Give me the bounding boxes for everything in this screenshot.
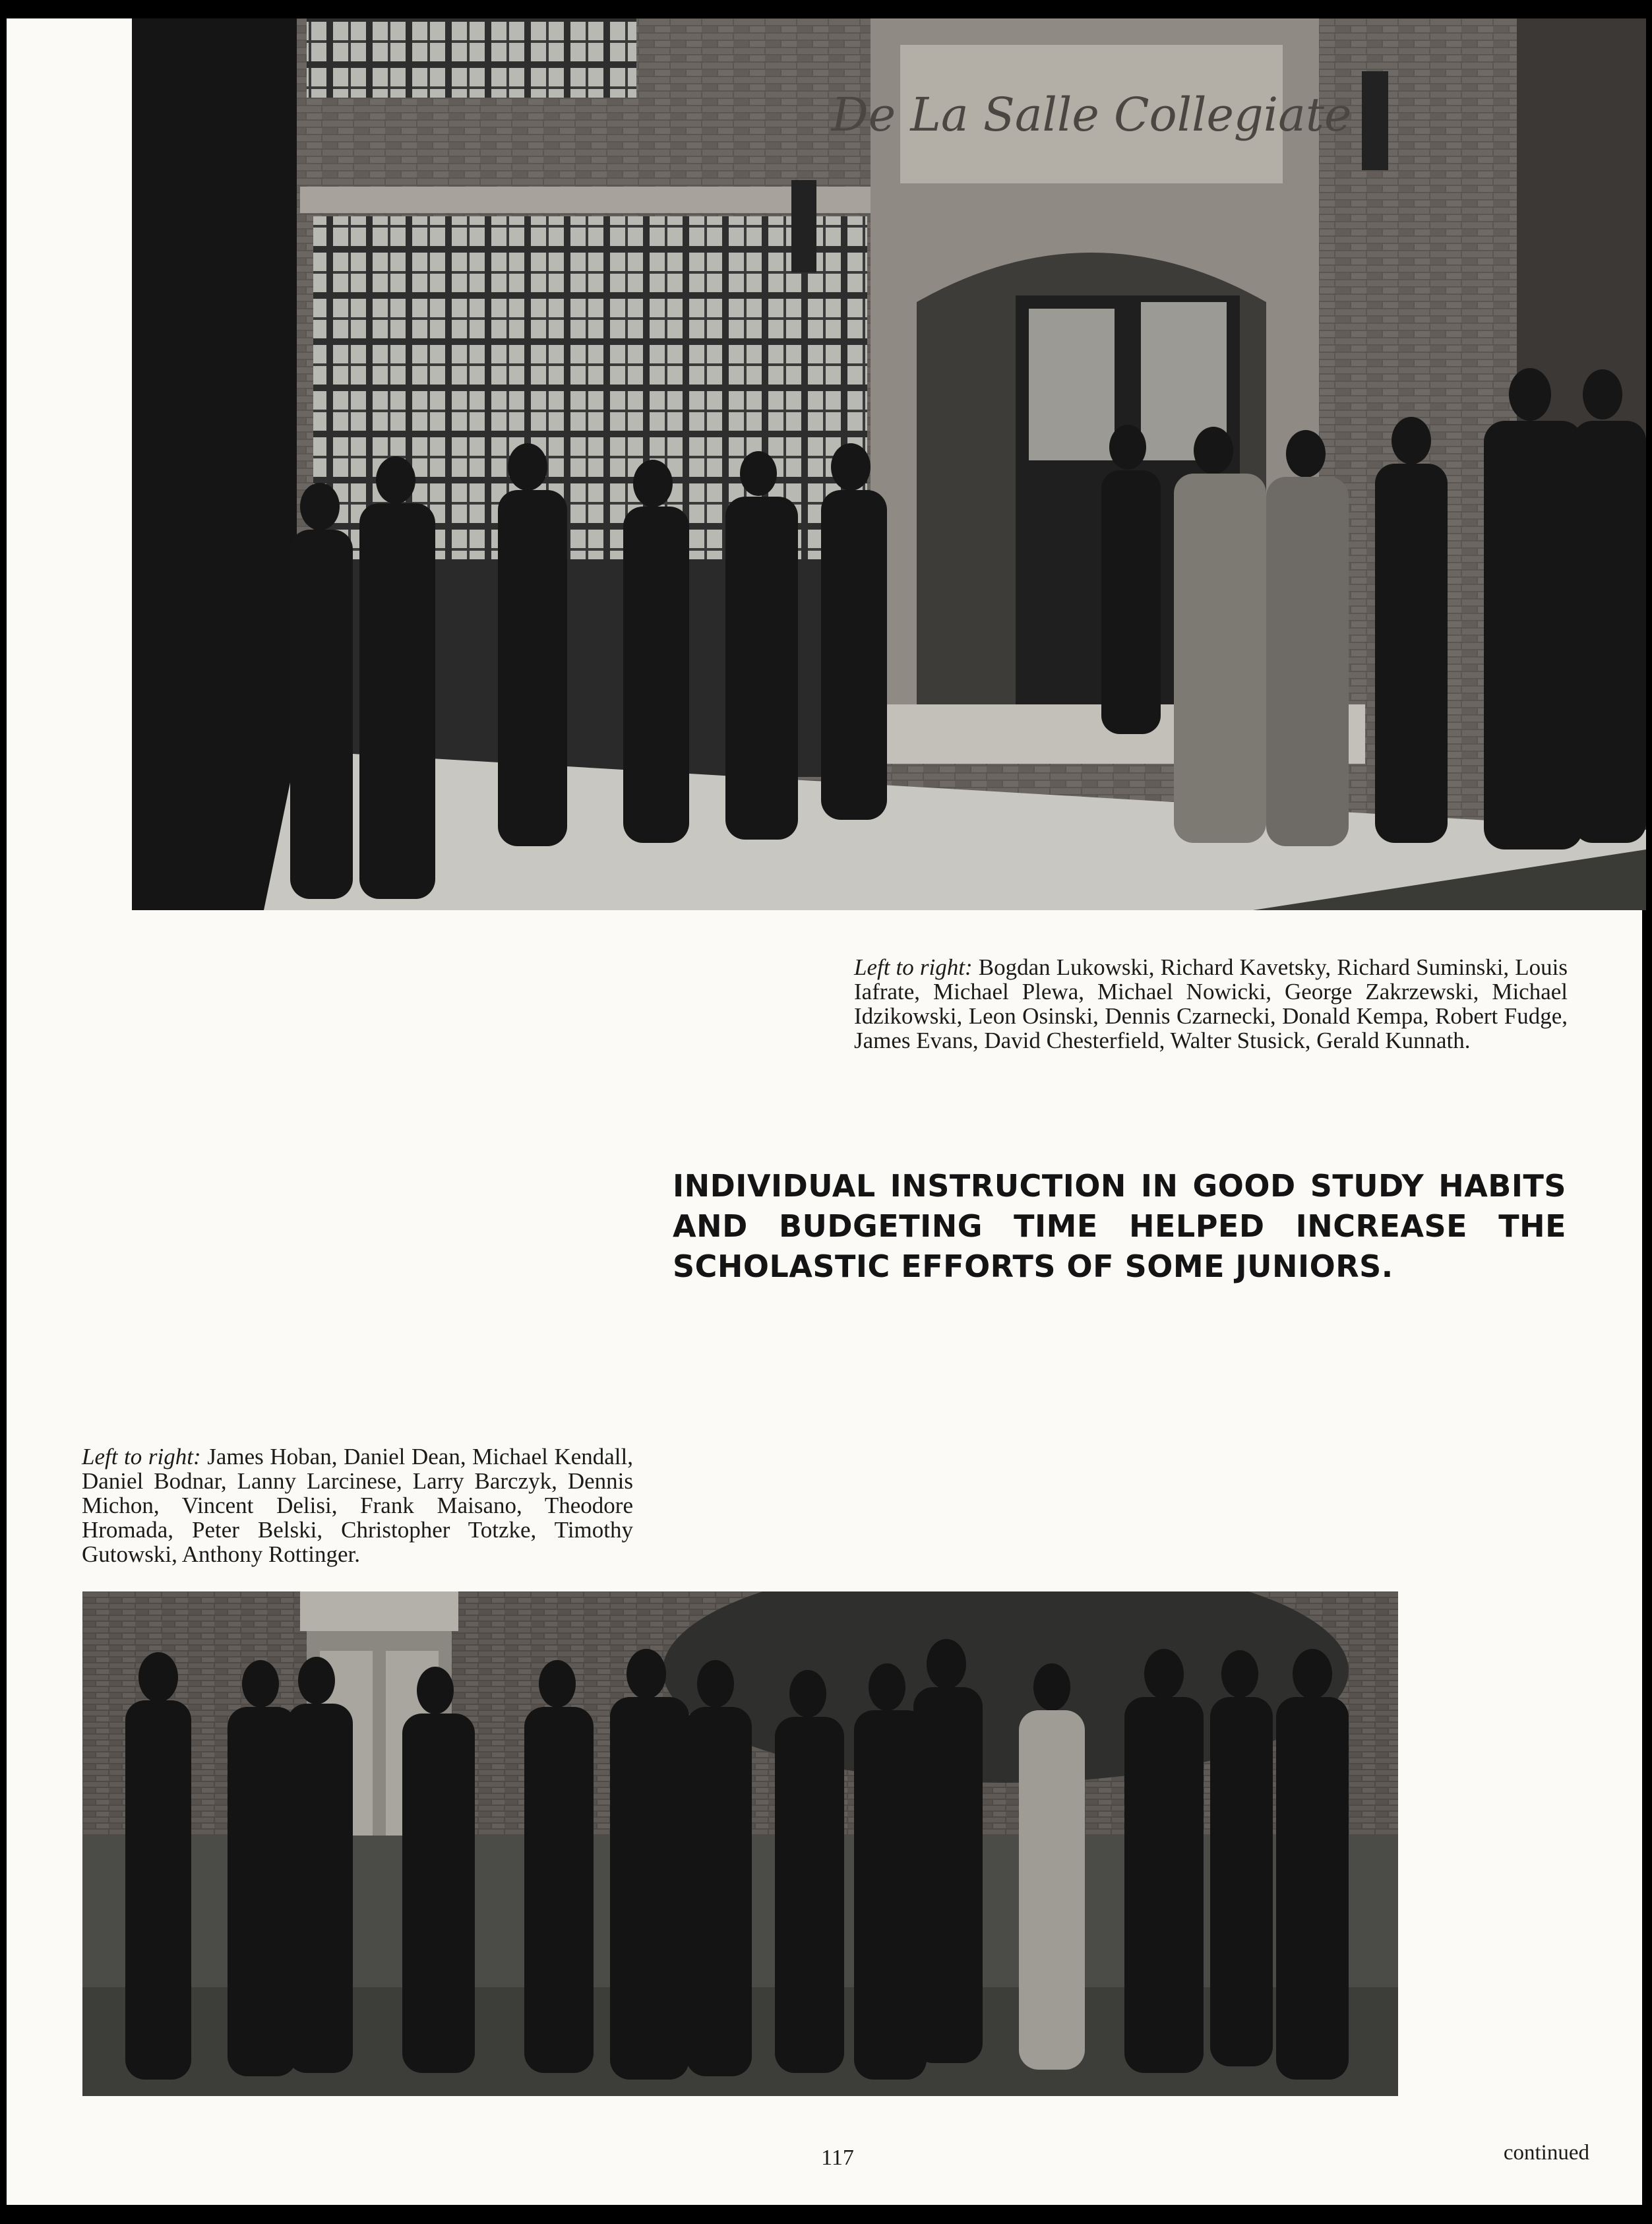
page-headline: INDIVIDUAL INSTRUCTION IN GOOD STUDY HABITS AND BUDGETING TIME HELPED INCREASE THE SCHOLASTIC EFFORTS OF SOME JUNIORS. (673, 1168, 1566, 1284)
school-sign-text: De La Salle Collegiate (831, 88, 1352, 142)
bottom-group-photo (82, 1591, 1398, 2096)
continued-label: continued (1503, 2141, 1589, 2165)
caption-names: Bogdan Lukowski, Richard Kavetsky, Richard Suminski, Louis Iafrate, Michael Plewa, Michael Nowicki, George Zakrzewski, Michael Idzikowski, Leon Osinski, Dennis Czarnecki, Donald Kempa, Robert Fudge, James Evans, David Chesterfield, Walter Stusick, Gerald Kunnath. (854, 954, 1568, 1053)
caption-lead: Left to right: (854, 954, 973, 980)
caption-lead: Left to right: (82, 1444, 201, 1469)
page-number: 117 (821, 2146, 854, 2170)
top-group-photo (132, 18, 1646, 910)
top-photo-scene (132, 18, 1646, 910)
top-photo-caption (854, 955, 1568, 1053)
bottom-photo-scene (82, 1591, 1398, 2096)
caption-names: James Hoban, Daniel Dean, Michael Kendall, Daniel Bodnar, Lanny Larcinese, Larry Barczyk, Dennis Michon, Vincent Delisi, Frank Maisano, Theodore Hromada, Peter Belski, Christopher Totzke, Timothy Gutowski, Anthony Rottinger. (82, 1444, 634, 1567)
bottom-photo-caption (82, 1444, 633, 1566)
yearbook-page (7, 18, 1642, 2205)
